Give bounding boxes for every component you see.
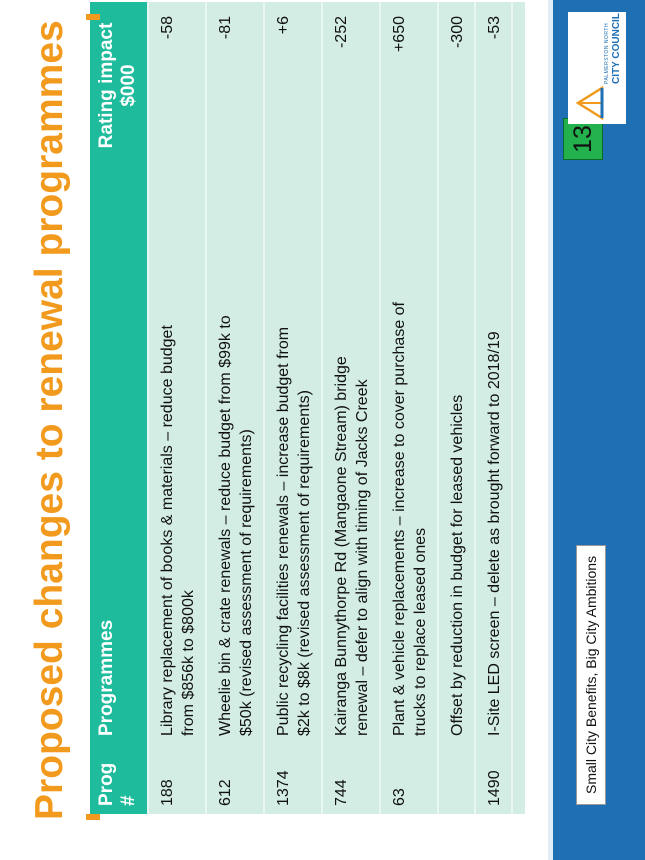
cell-prog: 1374 [264, 744, 322, 814]
table-row [380, 2, 438, 814]
cell-impact: +6 [264, 2, 322, 169]
table-body [148, 2, 525, 814]
cell-impact: -53 [475, 2, 512, 169]
logo-text-small: PALMERSTON NORTH [604, 22, 610, 84]
cell-programme [322, 169, 380, 744]
programme-line: Wheelie bin & crate renewals – reduce budget from $99k to [217, 315, 234, 736]
footer-tagline: Small City Benefits, Big City Ambitions [576, 545, 606, 805]
logo-text-big: CITY COUNCIL [611, 13, 622, 84]
table-row [322, 2, 380, 814]
accent-tick [86, 14, 100, 20]
cell-programme [475, 169, 512, 744]
cell-programme [264, 169, 322, 744]
table-row [475, 2, 512, 814]
programme-line: $2k to $8k (revised assessment of requirements) [296, 390, 313, 736]
table-row [148, 2, 206, 814]
table-header-row [90, 2, 148, 814]
cell-prog: 1490 [475, 744, 512, 814]
blank-cell [512, 2, 525, 169]
header-impact: Rating impact $000 [90, 2, 148, 169]
table-row-blank [512, 2, 525, 814]
blank-cell [512, 744, 525, 814]
cell-impact: -58 [148, 2, 206, 169]
cell-prog [438, 744, 475, 814]
accent-tick [86, 814, 100, 820]
cell-programme [438, 169, 475, 744]
footer-bar-edge [548, 0, 553, 860]
cell-prog: 188 [148, 744, 206, 814]
cell-programme [148, 169, 206, 744]
cell-prog: 612 [206, 744, 264, 814]
cell-programme [206, 169, 264, 744]
cell-prog: 744 [322, 744, 380, 814]
cell-impact: -252 [322, 2, 380, 169]
page-number: 13 [563, 118, 603, 160]
programme-line: I-Site LED screen – delete as brought forward to 2018/19 [486, 331, 503, 736]
blank-cell [512, 169, 525, 744]
programme-line: renewal – defer to align with timing of Jacks Creek [354, 379, 371, 736]
programme-line: trucks to replace leased ones [412, 527, 429, 736]
programme-line: Public recycling facilities renewals – increase budget from [275, 326, 292, 736]
programme-line: Kairanga Bunnythorpe Rd (Mangaone Stream) bridge [333, 356, 350, 736]
programme-line: from $856k to $800k [180, 590, 197, 736]
table-row [206, 2, 264, 814]
programme-line: Library replacement of books & materials – reduce budget [159, 325, 176, 736]
council-logo [568, 12, 626, 124]
cell-impact: -300 [438, 2, 475, 169]
table-row [264, 2, 322, 814]
header-prog: Prog # [90, 744, 148, 814]
table-row [438, 2, 475, 814]
cell-impact: +650 [380, 2, 438, 169]
renewal-table [90, 2, 525, 814]
cell-programme [380, 169, 438, 744]
logo-mark-icon [572, 86, 606, 120]
programme-line: Plant & vehicle replacements – increase to cover purchase of [391, 301, 408, 736]
programme-line: Offset by reduction in budget for leased vehicles [449, 394, 466, 736]
cell-impact: -81 [206, 2, 264, 169]
cell-prog: 63 [380, 744, 438, 814]
header-programmes: Programmes [90, 169, 148, 744]
page-title: Proposed changes to renewal programmes [28, 20, 71, 820]
programme-line: $50k (revised assessment of requirements) [238, 429, 255, 736]
